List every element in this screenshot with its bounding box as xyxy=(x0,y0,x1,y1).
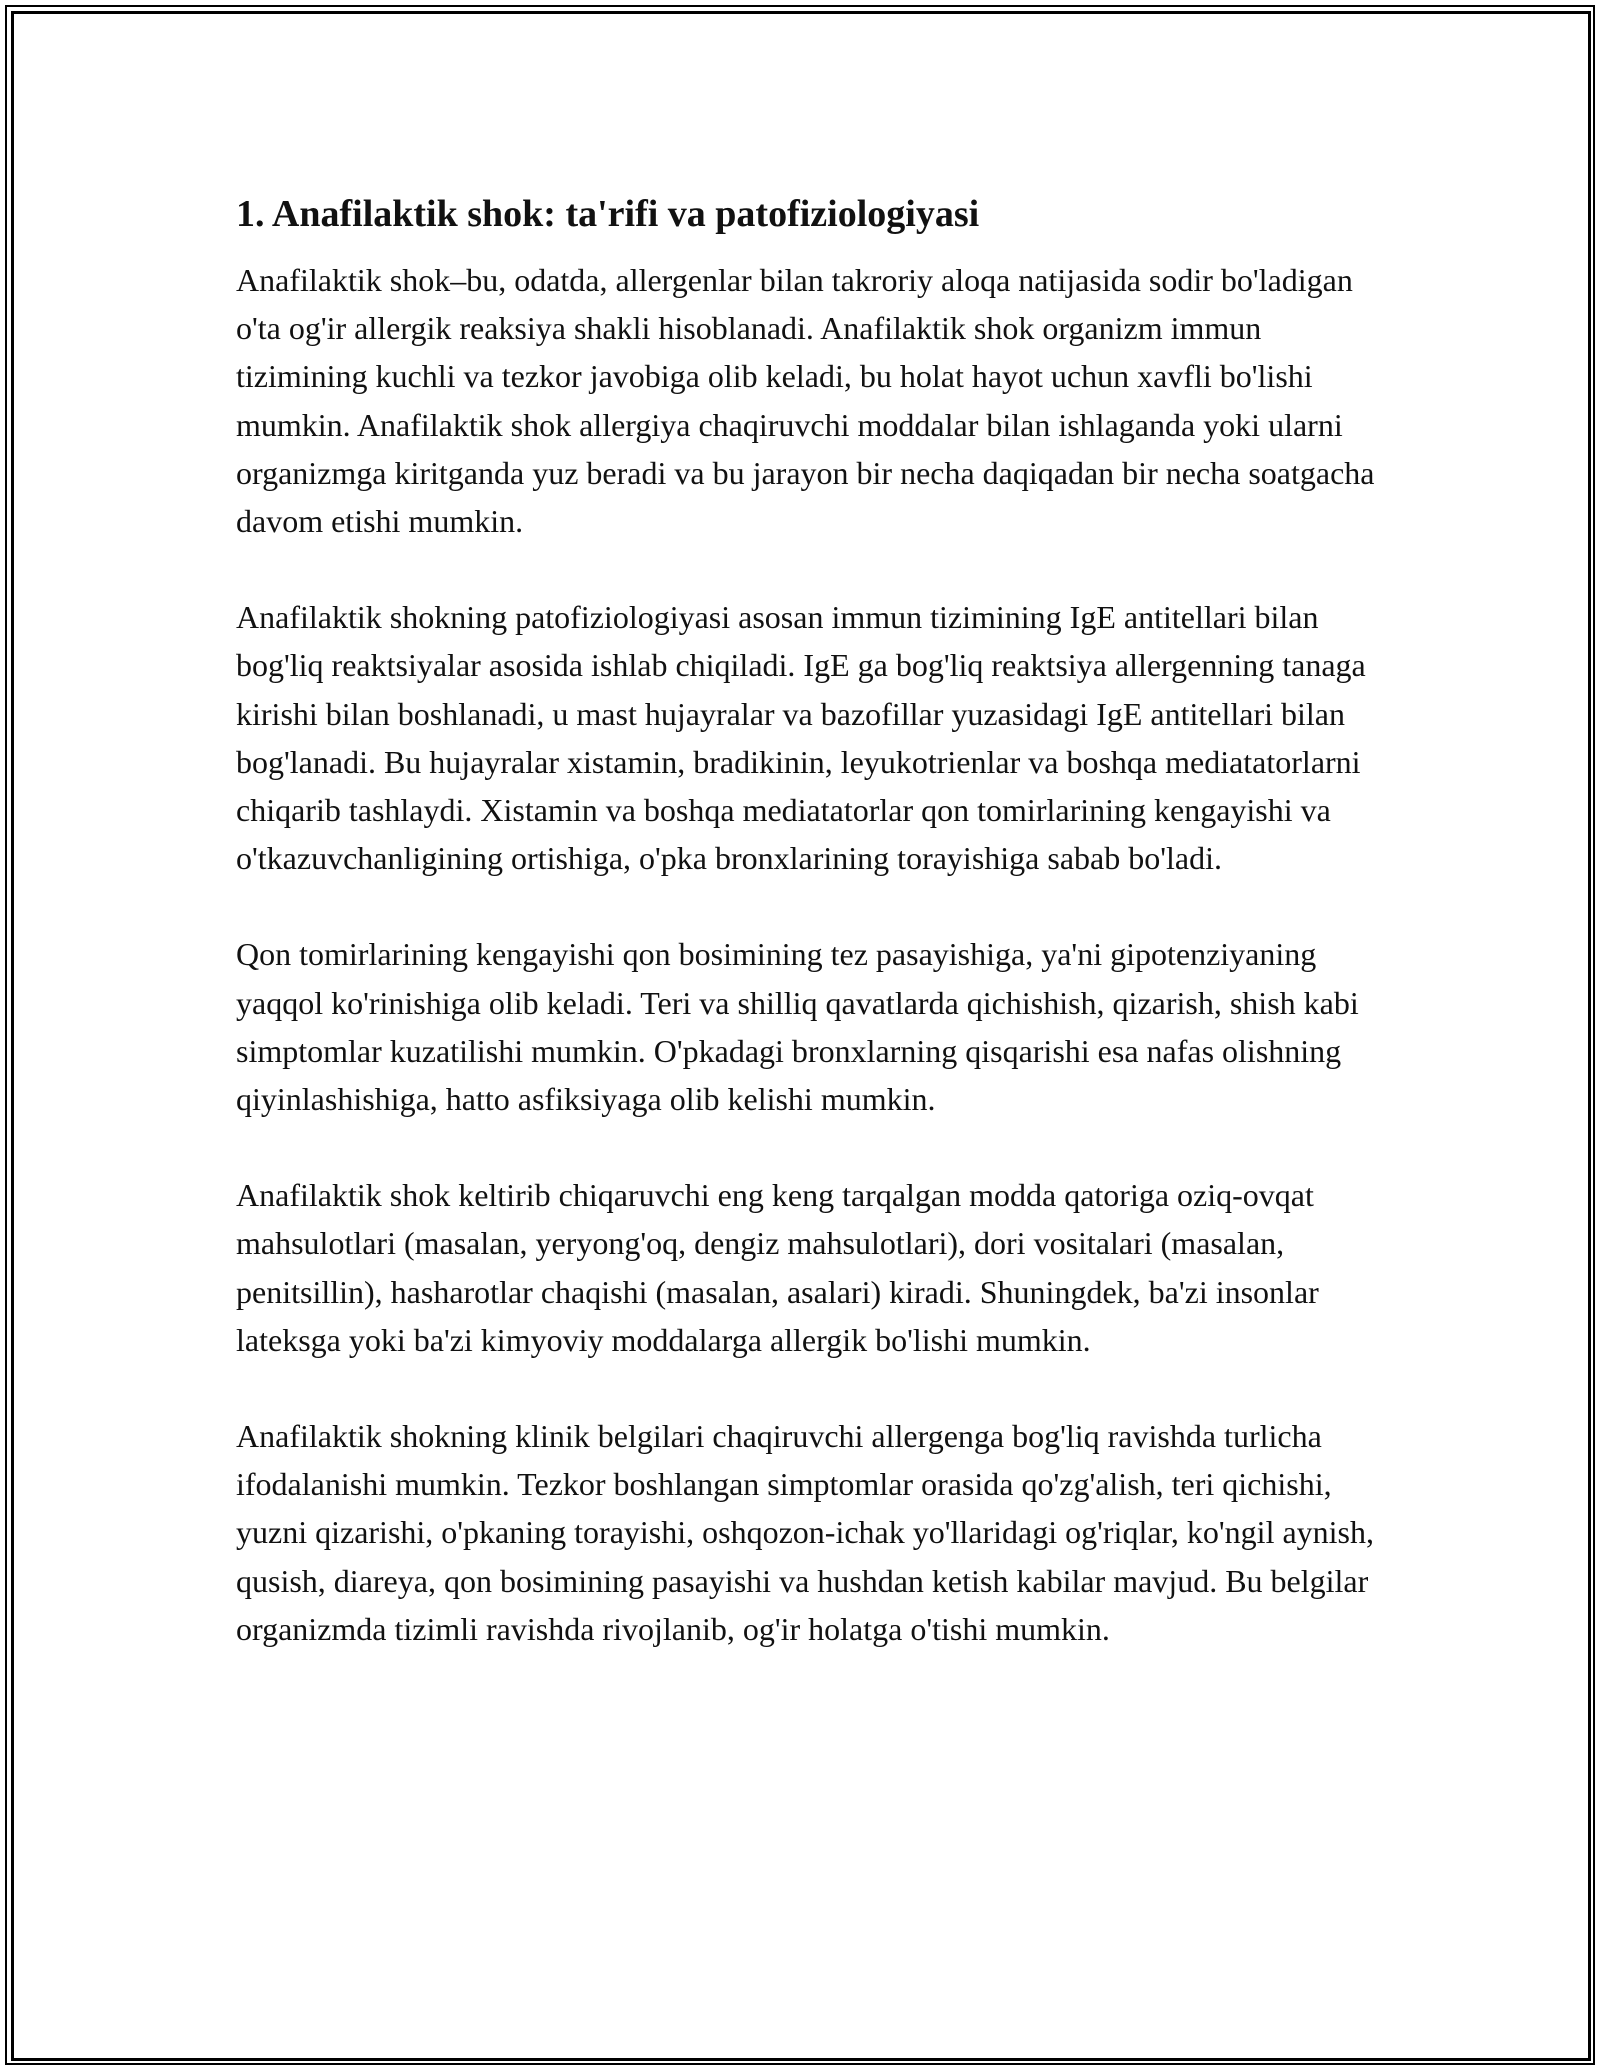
document-body xyxy=(236,188,1376,1701)
paragraph-definition: Anafilaktik shok–bu, odatda, allergenlar bilan takroriy aloqa natijasida sodir bo'ladigan o'ta og'ir allergik reaksiya shakli hisoblanadi. Anafilaktik shok organizm immun tizimining kuchli va tezkor javobiga olib keladi, bu holat hayot uchun xavfli bo'lishi mumkin. Anafilaktik shok allergiya chaqiruvchi moddalar bilan ishlaganda yoki ularni organizmga kiritganda yuz beradi va bu jarayon bir necha daqiqadan bir necha soatgacha davom etishi mumkin. xyxy=(236,262,1375,540)
paragraph-clinical-signs: Anafilaktik shokning klinik belgilari chaqiruvchi allergenga bog'liq ravishda turlicha ifodalanishi mumkin. Tezkor boshlangan simptomlar orasida qo'zg'alish, teri qichishi, yuzni qizarishi, o'pkaning torayishi, oshqozon-ichak yo'llaridagi og'riqlar, ko'ngil aynish, qusish, diareya, qon bosimining pasayishi va hushdan ketish kabilar mavjud. Bu belgilar organizmda tizimli ravishda rivojlanib, og'ir holatga o'tishi mumkin. xyxy=(236,1418,1374,1647)
paragraph-triggers: Anafilaktik shok keltirib chiqaruvchi eng keng tarqalgan modda qatoriga oziq-ovqat mahsulotlari (masalan, yeryong'oq, dengiz mahsulotlari), dori vositalari (masalan, penitsillin), hasharotlar chaqishi (masalan, asalari) kiradi. Shuningdek, ba'zi insonlar lateksga yoki ba'zi kimyoviy moddalarga allergik bo'lishi mumkin. xyxy=(236,1177,1319,1358)
paragraph-vasodilation: Qon tomirlarining kengayishi qon bosimining tez pasayishiga, ya'ni gipotenziyaning yaqqol ko'rinishiga olib keladi. Teri va shilliq qavatlarda qichishish, qizarish, shish kabi simptomlar kuzatilishi mumkin. O'pkadagi bronxlarning qisqarishi esa nafas olishning qiyinlashishiga, hatto asfiksiyaga olib kelishi mumkin. xyxy=(236,936,1359,1118)
paragraph-pathophysiology: Anafilaktik shokning patofiziologiyasi asosan immun tizimining IgE antitellari bilan bog'liq reaktsiyalar asosida ishlab chiqiladi. IgE ga bog'liq reaktsiya allergenning tanaga kirishi bilan boshlanadi, u mast hujayralar va bazofillar yuzasidagi IgE antitellari bilan bog'lanadi. Bu hujayralar xistamin, bradikinin, leyukotrienlar va boshqa mediatatorlarni chiqarib tashlaydi. Xistamin va boshqa mediatatorlar qon tomirlarining kengayishi va o'tkazuvchanligining ortishiga, o'pka bronxlarining torayishiga sabab bo'ladi. xyxy=(236,599,1366,877)
section-heading: 1. Anafilaktik shok: ta'rifi va patofiziologiyasi xyxy=(236,193,980,235)
